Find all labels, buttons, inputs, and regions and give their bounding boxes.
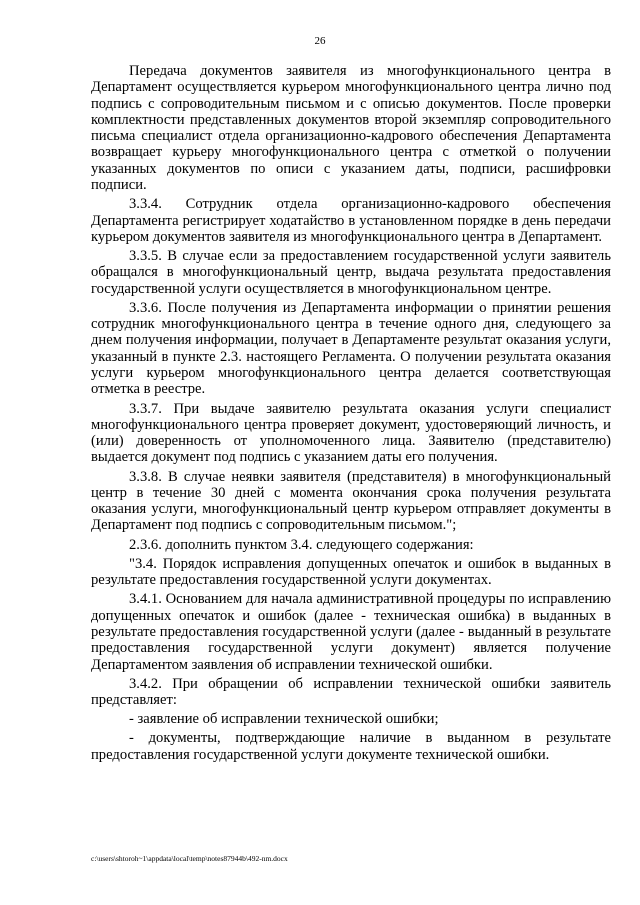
paragraph: 3.3.5. В случае если за предоставлением государственной услуги заявитель обращался в многофункциональный центр, выдача результата предоставления государственной услуги осуществляется в многофункциональном центре. [91,248,611,297]
paragraph: 3.3.6. После получения из Департамента информации о принятии решения сотрудник многофункционального центра в течение одного дня, следующего за днем получения информации, получает в Департаменте результат оказания услуги, указанный в пункте 2.3. настоящего Регламента. О получении результата оказания услуги курьером многофункционального центра делается соответствующая отметка в реестре. [91,299,611,398]
paragraph: 3.3.8. В случае неявки заявителя (представителя) в многофункциональный центр в течение 30 дней с момента окончания срока получения результата оказания услуги, многофункциональный центр курьером отправляет документы в Департамент под подпись с сопроводительным письмом."; [91,468,611,534]
paragraph: 3.4.1. Основанием для начала административной процедуры по исправлению допущенных опечаток и ошибок (далее - техническая ошибка) в выданных в результате предоставления государственной услуги (далее - выданный в результате предоставления государственной услуги документ) является получение Департаментом заявления об исправлении технической ошибки. [91,591,611,673]
paragraph: 3.3.4. Сотрудник отдела организационно-кадрового обеспечения Департамента регистрирует ходатайство в установленном порядке в день передачи курьером документов заявителя из многофункционального центра в Департамент. [91,196,611,245]
document-body [91,63,611,766]
paragraph: - документы, подтверждающие наличие в выданном в результате предоставления государственной услуги документе технической ошибки. [91,730,611,763]
paragraph: 3.4.2. При обращении об исправлении технической ошибки заявитель представляет: [91,675,611,708]
paragraph: "3.4. Порядок исправления допущенных опечаток и ошибок в выданных в результате предоставления государственной услуги документах. [91,555,611,589]
paragraph: 2.3.6. дополнить пунктом 3.4. следующего содержания: [129,536,474,553]
paragraph: 3.3.7. При выдаче заявителю результата оказания услуги специалист многофункционального центра проверяет документ, удостоверяющий личность, и (или) доверенность от уполномоченного лица. Заявителю (представителю) выдается документ под подпись с указанием даты его получения. [91,400,611,466]
page-number: 26 [314,35,326,47]
paragraph: Передача документов заявителя из многофункционального центра в Департамент осуществляется курьером многофункционального центра лично под подпись с сопроводительным письмом и с описью документов. После проверки комплектности представленных документов второй экземпляр сопроводительного письма специалист отдела организационно-кадрового обеспечения Департамента возвращает курьеру многофункционального центра с отметкой о получении указанных документов по описи с указанием даты, подписи, расшифровки подписи. [91,63,611,194]
footer-file-path: c:\users\shtoroh~1\appdata\local\temp\notes87944b\492-nm.docx [91,854,288,863]
paragraph: - заявление об исправлении технической ошибки; [129,711,439,728]
